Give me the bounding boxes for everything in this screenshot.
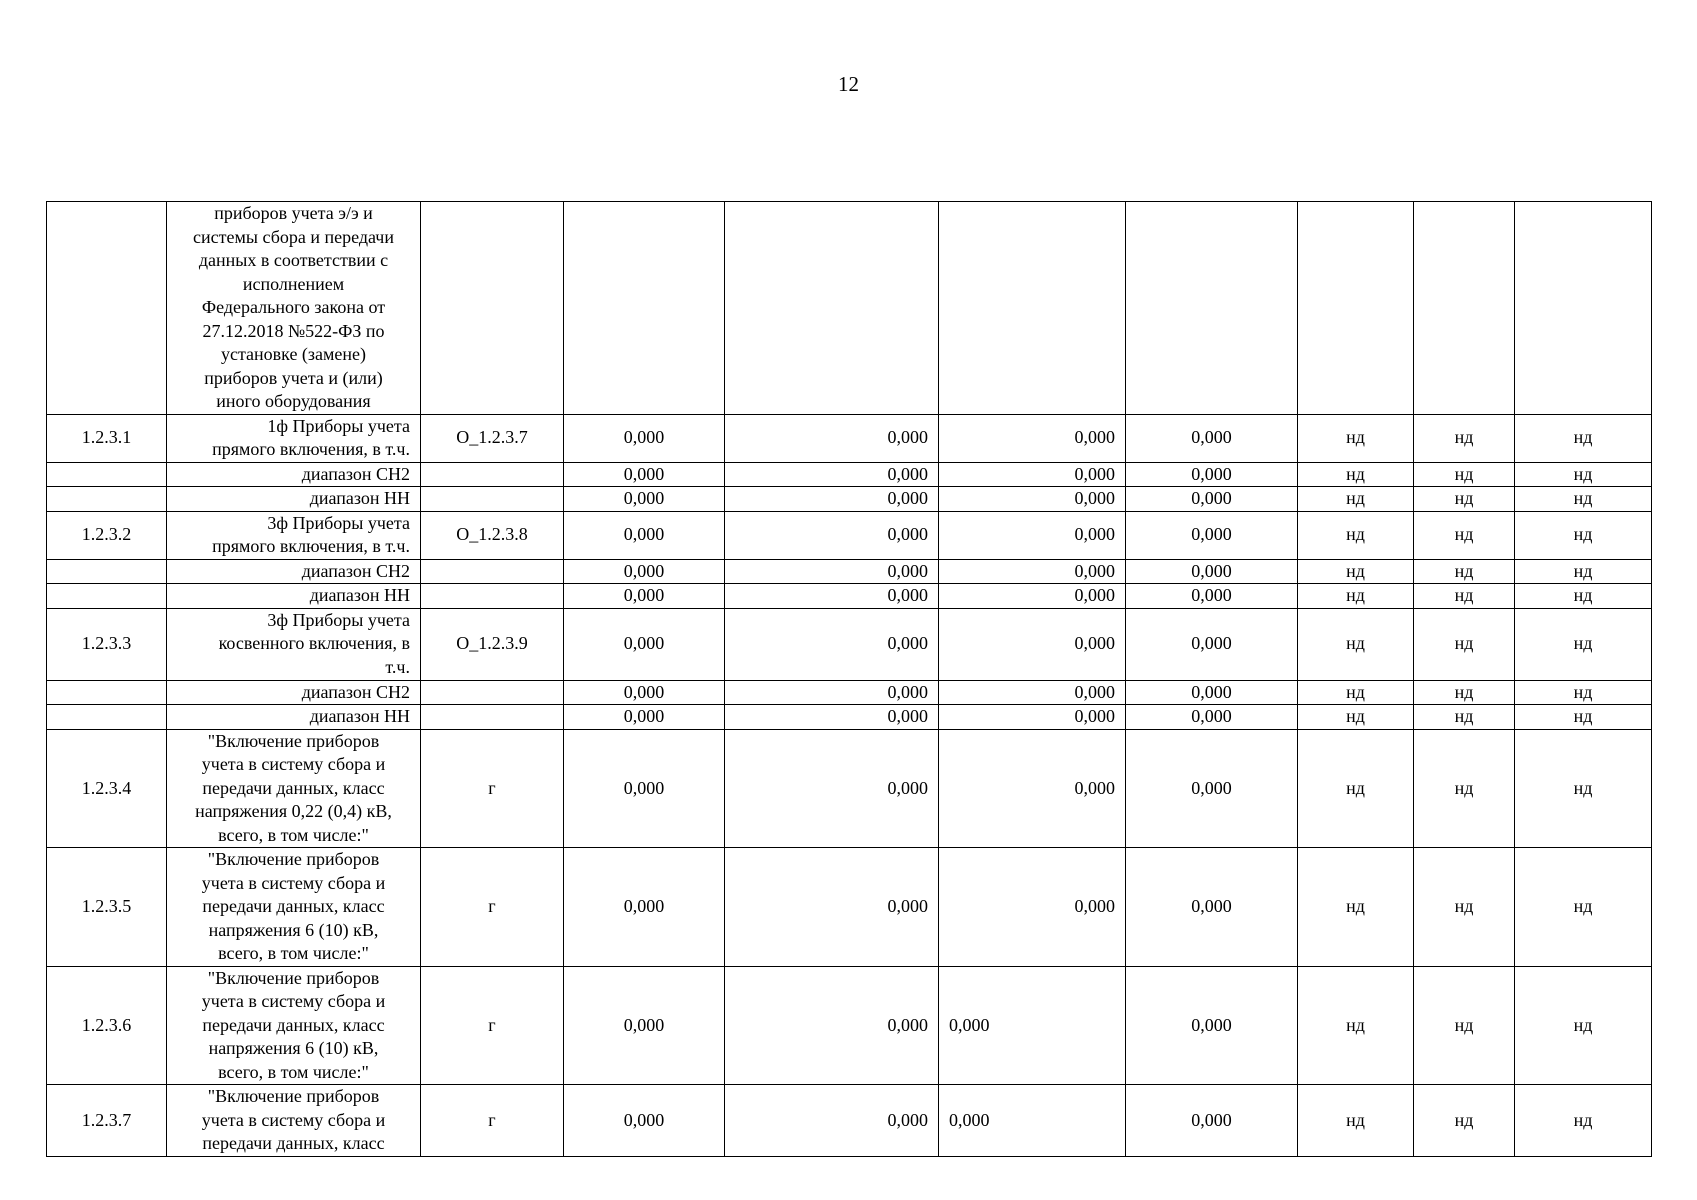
value-cell: 0,000 xyxy=(939,848,1126,967)
row-name: 1ф Приборы учета прямого включения, в т.ч. xyxy=(167,414,421,462)
nd-cell: нд xyxy=(1414,559,1515,584)
value-cell: 0,000 xyxy=(939,729,1126,848)
value-cell: 0,000 xyxy=(1126,559,1298,584)
table-row xyxy=(47,511,1652,559)
nd-cell: нд xyxy=(1414,511,1515,559)
nd-cell: нд xyxy=(1515,729,1652,848)
row-number: 1.2.3.2 xyxy=(47,511,167,559)
value-cell: 0,000 xyxy=(1126,487,1298,512)
row-code xyxy=(421,462,564,487)
row-name: диапазон СН2 xyxy=(167,462,421,487)
value-cell: 0,000 xyxy=(1126,608,1298,680)
value-cell: 0,000 xyxy=(939,608,1126,680)
table-row xyxy=(47,202,1652,415)
data-table xyxy=(46,201,1652,1157)
value-cell: 0,000 xyxy=(725,487,939,512)
nd-cell: нд xyxy=(1414,584,1515,609)
nd-cell: нд xyxy=(1414,462,1515,487)
nd-cell: нд xyxy=(1414,966,1515,1085)
table-row xyxy=(47,729,1652,848)
value-cell: 0,000 xyxy=(939,487,1126,512)
row-code xyxy=(421,705,564,730)
value-cell: 0,000 xyxy=(725,511,939,559)
nd-cell: нд xyxy=(1414,487,1515,512)
row-code xyxy=(421,680,564,705)
table-row xyxy=(47,414,1652,462)
row-number xyxy=(47,680,167,705)
table-row xyxy=(47,966,1652,1085)
nd-cell: нд xyxy=(1414,414,1515,462)
nd-cell: нд xyxy=(1298,966,1414,1085)
value-cell: 0,000 xyxy=(939,584,1126,609)
table-row xyxy=(47,1085,1652,1157)
nd-cell: нд xyxy=(1298,462,1414,487)
nd-cell: нд xyxy=(1515,608,1652,680)
nd-cell: нд xyxy=(1298,487,1414,512)
nd-cell: нд xyxy=(1298,705,1414,730)
value-cell: 0,000 xyxy=(1126,729,1298,848)
value-cell: 0,000 xyxy=(1126,680,1298,705)
row-code xyxy=(421,559,564,584)
row-number: 1.2.3.6 xyxy=(47,966,167,1085)
value-cell xyxy=(725,202,939,415)
value-cell: 0,000 xyxy=(1126,414,1298,462)
table-row xyxy=(47,608,1652,680)
row-number: 1.2.3.5 xyxy=(47,848,167,967)
row-code: г xyxy=(421,848,564,967)
value-cell: 0,000 xyxy=(725,584,939,609)
value-cell: 0,000 xyxy=(939,680,1126,705)
row-code xyxy=(421,202,564,415)
nd-cell: нд xyxy=(1515,680,1652,705)
nd-cell: нд xyxy=(1515,1085,1652,1157)
value-cell: 0,000 xyxy=(564,511,725,559)
nd-cell: нд xyxy=(1515,966,1652,1085)
value-cell: 0,000 xyxy=(1126,705,1298,730)
value-cell: 0,000 xyxy=(1126,848,1298,967)
page-number: 12 xyxy=(838,72,859,96)
row-name: диапазон НН xyxy=(167,487,421,512)
table-row xyxy=(47,559,1652,584)
nd-cell xyxy=(1298,202,1414,415)
row-number xyxy=(47,559,167,584)
value-cell: 0,000 xyxy=(939,1085,1126,1157)
nd-cell: нд xyxy=(1515,559,1652,584)
nd-cell: нд xyxy=(1298,680,1414,705)
nd-cell: нд xyxy=(1298,584,1414,609)
value-cell: 0,000 xyxy=(1126,966,1298,1085)
table-row xyxy=(47,705,1652,730)
row-number xyxy=(47,202,167,415)
value-cell: 0,000 xyxy=(564,729,725,848)
row-number xyxy=(47,705,167,730)
row-code: г xyxy=(421,729,564,848)
value-cell: 0,000 xyxy=(939,559,1126,584)
nd-cell: нд xyxy=(1298,414,1414,462)
nd-cell: нд xyxy=(1515,848,1652,967)
value-cell: 0,000 xyxy=(725,680,939,705)
table-row xyxy=(47,680,1652,705)
row-name: 3ф Приборы учета прямого включения, в т.ч. xyxy=(167,511,421,559)
value-cell: 0,000 xyxy=(1126,462,1298,487)
value-cell: 0,000 xyxy=(939,462,1126,487)
row-number xyxy=(47,462,167,487)
row-name: "Включение приборов учета в систему сбора и передачи данных, класс напряжения 6 (10) кВ, всего, в том числе:" xyxy=(167,966,421,1085)
value-cell: 0,000 xyxy=(725,462,939,487)
table-row xyxy=(47,462,1652,487)
row-number: 1.2.3.3 xyxy=(47,608,167,680)
nd-cell: нд xyxy=(1414,1085,1515,1157)
row-name: 3ф Приборы учета косвенного включения, в т.ч. xyxy=(167,608,421,680)
nd-cell: нд xyxy=(1414,848,1515,967)
value-cell: 0,000 xyxy=(564,487,725,512)
value-cell: 0,000 xyxy=(939,511,1126,559)
value-cell: 0,000 xyxy=(725,608,939,680)
value-cell: 0,000 xyxy=(564,462,725,487)
nd-cell: нд xyxy=(1298,511,1414,559)
row-code: О_1.2.3.8 xyxy=(421,511,564,559)
nd-cell: нд xyxy=(1414,705,1515,730)
value-cell: 0,000 xyxy=(939,414,1126,462)
row-name: приборов учета э/э и системы сбора и передачи данных в соответствии с исполнением Федерального закона от 27.12.2018 №522-ФЗ по установке (замене) приборов учета и (или) иного оборудования xyxy=(167,202,421,415)
value-cell: 0,000 xyxy=(939,966,1126,1085)
row-number: 1.2.3.1 xyxy=(47,414,167,462)
nd-cell: нд xyxy=(1298,559,1414,584)
row-name: диапазон НН xyxy=(167,584,421,609)
table-row xyxy=(47,584,1652,609)
nd-cell xyxy=(1515,202,1652,415)
value-cell: 0,000 xyxy=(939,705,1126,730)
nd-cell: нд xyxy=(1515,584,1652,609)
value-cell: 0,000 xyxy=(564,584,725,609)
value-cell: 0,000 xyxy=(564,705,725,730)
table-row xyxy=(47,487,1652,512)
value-cell: 0,000 xyxy=(564,414,725,462)
row-code: г xyxy=(421,1085,564,1157)
nd-cell: нд xyxy=(1515,487,1652,512)
nd-cell: нд xyxy=(1298,848,1414,967)
nd-cell: нд xyxy=(1515,705,1652,730)
nd-cell: нд xyxy=(1515,511,1652,559)
value-cell: 0,000 xyxy=(725,1085,939,1157)
row-name: диапазон НН xyxy=(167,705,421,730)
nd-cell: нд xyxy=(1414,680,1515,705)
row-name: "Включение приборов учета в систему сбора и передачи данных, класс напряжения 6 (10) кВ, всего, в том числе:" xyxy=(167,848,421,967)
row-number xyxy=(47,584,167,609)
value-cell: 0,000 xyxy=(564,966,725,1085)
value-cell: 0,000 xyxy=(564,680,725,705)
row-name: "Включение приборов учета в систему сбора и передачи данных, класс xyxy=(167,1085,421,1157)
row-name: "Включение приборов учета в систему сбора и передачи данных, класс напряжения 0,22 (0,4) кВ, всего, в том числе:" xyxy=(167,729,421,848)
row-code xyxy=(421,584,564,609)
value-cell: 0,000 xyxy=(1126,511,1298,559)
row-code xyxy=(421,487,564,512)
value-cell xyxy=(939,202,1126,415)
value-cell: 0,000 xyxy=(1126,584,1298,609)
nd-cell: нд xyxy=(1515,462,1652,487)
row-number: 1.2.3.7 xyxy=(47,1085,167,1157)
row-number: 1.2.3.4 xyxy=(47,729,167,848)
nd-cell: нд xyxy=(1298,1085,1414,1157)
value-cell: 0,000 xyxy=(1126,1085,1298,1157)
nd-cell: нд xyxy=(1414,608,1515,680)
nd-cell: нд xyxy=(1515,414,1652,462)
row-name: диапазон СН2 xyxy=(167,680,421,705)
row-code: О_1.2.3.7 xyxy=(421,414,564,462)
value-cell: 0,000 xyxy=(564,608,725,680)
value-cell: 0,000 xyxy=(564,848,725,967)
value-cell xyxy=(564,202,725,415)
nd-cell: нд xyxy=(1414,729,1515,848)
value-cell: 0,000 xyxy=(725,705,939,730)
row-name: диапазон СН2 xyxy=(167,559,421,584)
value-cell: 0,000 xyxy=(725,966,939,1085)
row-code: О_1.2.3.9 xyxy=(421,608,564,680)
value-cell xyxy=(1126,202,1298,415)
table-row xyxy=(47,848,1652,967)
value-cell: 0,000 xyxy=(564,1085,725,1157)
value-cell: 0,000 xyxy=(725,414,939,462)
value-cell: 0,000 xyxy=(564,559,725,584)
nd-cell xyxy=(1414,202,1515,415)
value-cell: 0,000 xyxy=(725,559,939,584)
value-cell: 0,000 xyxy=(725,848,939,967)
nd-cell: нд xyxy=(1298,608,1414,680)
nd-cell: нд xyxy=(1298,729,1414,848)
row-number xyxy=(47,487,167,512)
value-cell: 0,000 xyxy=(725,729,939,848)
row-code: г xyxy=(421,966,564,1085)
